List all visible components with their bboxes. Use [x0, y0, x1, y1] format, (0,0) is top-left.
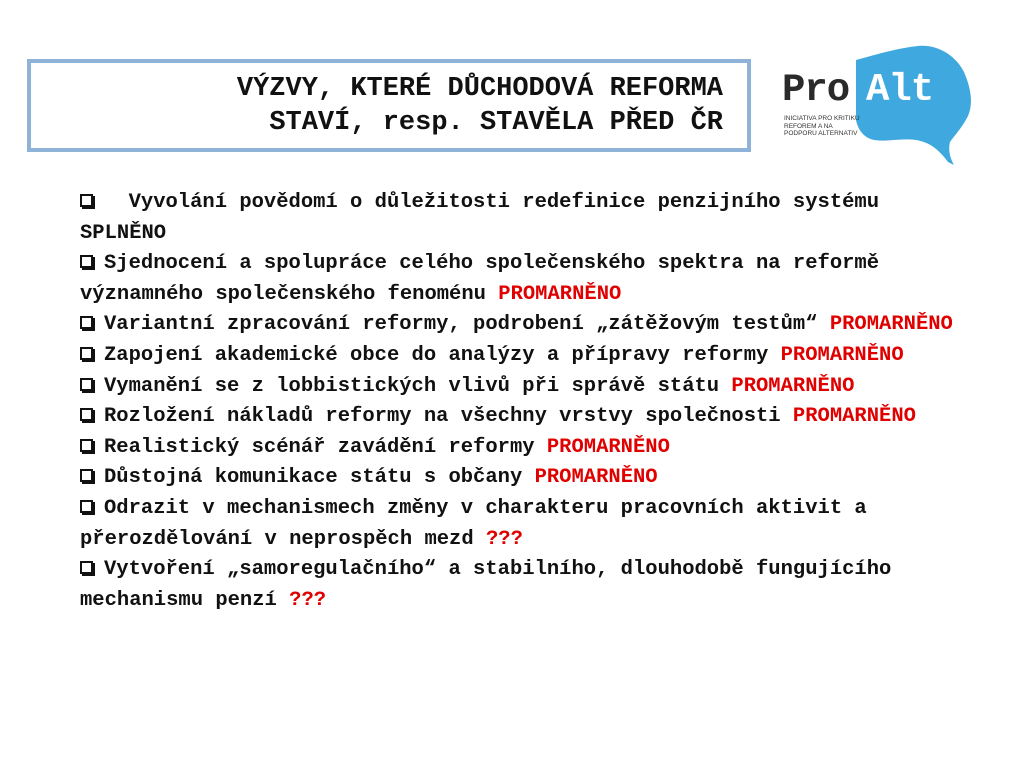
- list-item: [80, 463, 960, 494]
- item-status: PROMARNĚNO: [792, 405, 916, 429]
- item-text: Rozložení nákladů reformy na všechny vrstvy společnosti: [104, 405, 793, 429]
- item-status: PROMARNĚNO: [731, 374, 855, 398]
- list-item: [80, 372, 960, 403]
- checkbox-bullet-icon: [80, 316, 93, 329]
- checkbox-bullet-icon: [80, 469, 93, 482]
- checkbox-bullet-icon: [80, 408, 93, 421]
- list-item: [80, 310, 960, 341]
- item-text: Vyvolání povědomí o důležitosti redefinice penzijního systému SPLNĚNO: [80, 191, 892, 245]
- checkbox-bullet-icon: [80, 194, 93, 207]
- item-status: ???: [289, 588, 327, 612]
- logo-pro-text: Pro: [782, 68, 850, 112]
- checkbox-bullet-icon: [80, 500, 93, 513]
- item-text: Realistický scénář zavádění reformy: [104, 435, 547, 459]
- item-text: Vytvoření „samoregulačního“ a stabilního, dlouhodobě fungujícího mechanismu penzí: [80, 558, 904, 612]
- item-status: PROMARNĚNO: [829, 313, 953, 337]
- item-status: ???: [485, 527, 523, 551]
- list-item: [80, 494, 960, 555]
- checkbox-bullet-icon: [80, 347, 93, 360]
- checkbox-bullet-icon: [80, 561, 93, 574]
- item-status: PROMARNĚNO: [546, 435, 670, 459]
- title-line-2: STAVÍ, resp. STAVĚLA PŘED ČR: [269, 107, 723, 138]
- logo-alt-text: Alt: [866, 68, 934, 112]
- item-text: Vymanění se z lobbistických vlivů při správě státu: [104, 374, 732, 398]
- list-item: [80, 402, 960, 433]
- item-text: Variantní zpracování reformy, podrobení „zátěžovým testům“: [104, 313, 830, 337]
- item-text: Důstojná komunikace státu s občany: [104, 466, 535, 490]
- logo-tagline: INICIATIVA PRO KRITIKU REFOREM A NA PODPORU ALTERNATIV: [784, 115, 860, 137]
- item-status: PROMARNĚNO: [780, 343, 904, 367]
- challenge-list: [80, 188, 960, 616]
- item-status: PROMARNĚNO: [498, 282, 622, 306]
- item-text: Odrazit v mechanismech změny v charakteru pracovních aktivit a přerozdělování v neprospěch mezd: [80, 496, 880, 551]
- proalt-logo: [778, 42, 978, 167]
- item-text: Zapojení akademické obce do analýzy a přípravy reformy: [104, 343, 781, 367]
- checkbox-bullet-icon: [80, 378, 93, 391]
- list-item: [80, 433, 960, 464]
- title-line-1: VÝZVY, KTERÉ DŮCHODOVÁ REFORMA: [236, 73, 723, 104]
- item-status: PROMARNĚNO: [534, 466, 658, 490]
- list-item: [80, 249, 960, 310]
- slide-title: [27, 59, 751, 152]
- item-text: Sjednocení a spolupráce celého společenského spektra na reformě významného společenského fenoménu: [80, 252, 892, 306]
- list-item: [80, 188, 960, 249]
- checkbox-bullet-icon: [80, 439, 93, 452]
- list-item: [80, 341, 960, 372]
- checkbox-bullet-icon: [80, 255, 93, 268]
- list-item: [80, 555, 960, 616]
